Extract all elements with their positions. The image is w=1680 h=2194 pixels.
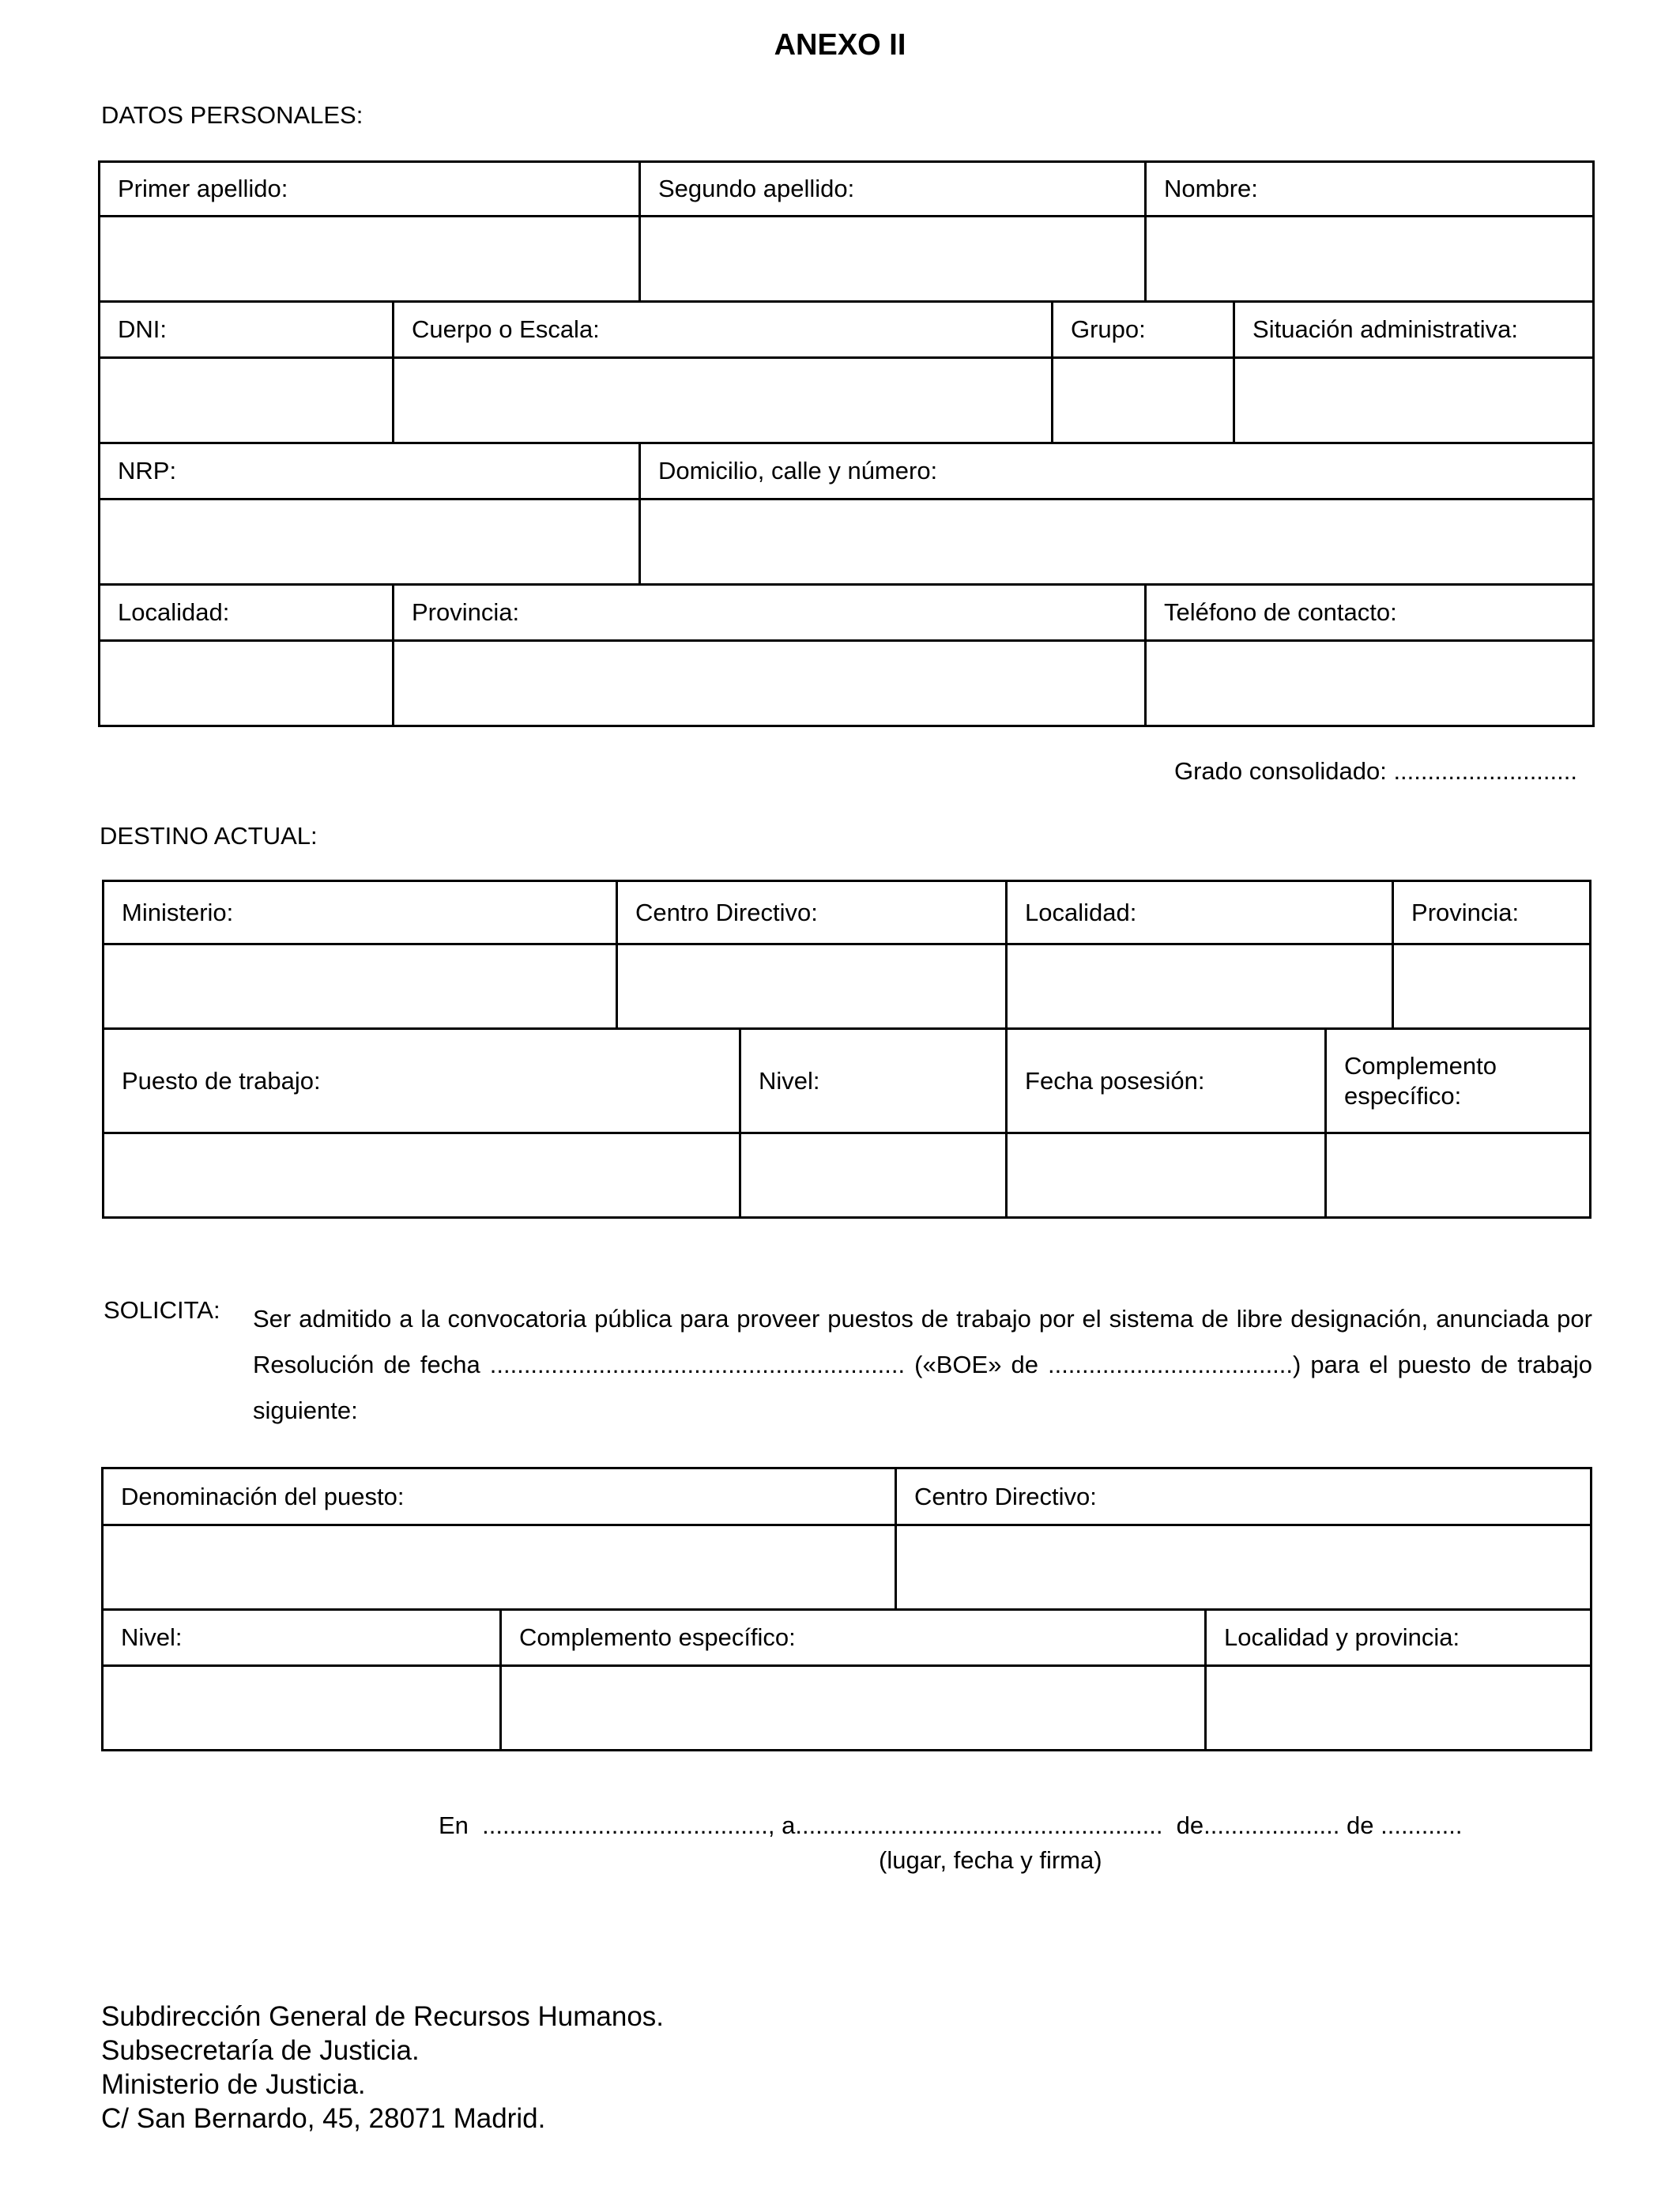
primer-apellido-field[interactable] (100, 217, 640, 302)
footer-line: Subdirección General de Recursos Humanos. (101, 2001, 665, 2032)
nombre-label: Nombre: (1146, 162, 1594, 217)
footer-line: Subsecretaría de Justicia. (101, 2035, 420, 2066)
domicilio-field[interactable] (640, 499, 1594, 585)
localidad-label: Localidad: (100, 585, 394, 641)
solicitado-complemento-field[interactable] (501, 1666, 1206, 1751)
situacion-field[interactable] (1234, 358, 1594, 443)
footer-address (101, 2000, 664, 2136)
localidad-provincia-field[interactable] (1206, 1666, 1591, 1751)
localidad-provincia-label: Localidad y provincia: (1206, 1610, 1591, 1666)
centro-directivo-field[interactable] (617, 944, 1007, 1029)
footer-line: Ministerio de Justicia. (101, 2069, 366, 2100)
denominacion-label: Denominación del puesto: (103, 1468, 896, 1525)
nombre-field[interactable] (1146, 217, 1594, 302)
ministerio-field[interactable] (104, 944, 617, 1029)
fecha-posesion-label: Fecha posesión: (1007, 1029, 1326, 1133)
centro-directivo-label: Centro Directivo: (617, 881, 1007, 944)
section-heading-personal: DATOS PERSONALES: (101, 101, 363, 129)
nrp-label: NRP: (100, 443, 640, 499)
solicita-label: SOLICITA: (104, 1296, 220, 1324)
solicitado-centro-field[interactable] (896, 1525, 1591, 1610)
destino-nivel-label: Nivel: (740, 1029, 1007, 1133)
signature-line: En .........................................., a...................................................... de.................... de ............ (439, 1811, 1463, 1839)
telefono-field[interactable] (1146, 641, 1594, 726)
telefono-label: Teléfono de contacto: (1146, 585, 1594, 641)
destino-nivel-field[interactable] (740, 1133, 1007, 1218)
puesto-trabajo-label: Puesto de trabajo: (104, 1029, 740, 1133)
personal-data-table (98, 160, 1595, 727)
grupo-field[interactable] (1053, 358, 1234, 443)
situacion-label: Situación administrativa: (1234, 302, 1594, 358)
ministerio-label: Ministerio: (104, 881, 617, 944)
solicitado-centro-label: Centro Directivo: (896, 1468, 1591, 1525)
section-heading-destino: DESTINO ACTUAL: (100, 822, 318, 850)
grupo-label: Grupo: (1053, 302, 1234, 358)
provincia-label: Provincia: (394, 585, 1146, 641)
denominacion-field[interactable] (103, 1525, 896, 1610)
cuerpo-field[interactable] (394, 358, 1053, 443)
solicita-text: Ser admitido a la convocatoria pública para proveer puestos de trabajo por el sistema de libre designación, anunciada por Resolución de fecha ............................................................. («BOE» de ....................................) para el puesto de trabajo siguiente: (253, 1305, 1592, 1424)
solicitado-nivel-field[interactable] (103, 1666, 501, 1751)
domicilio-label: Domicilio, calle y número: (640, 443, 1594, 499)
solicitado-nivel-label: Nivel: (103, 1610, 501, 1666)
dni-label: DNI: (100, 302, 394, 358)
destino-localidad-field[interactable] (1007, 944, 1393, 1029)
complemento-label-line2: específico: (1344, 1081, 1462, 1110)
nrp-field[interactable] (100, 499, 640, 585)
puesto-trabajo-field[interactable] (104, 1133, 740, 1218)
destino-localidad-label: Localidad: (1007, 881, 1393, 944)
destino-provincia-label: Provincia: (1393, 881, 1591, 944)
solicitado-complemento-label: Complemento específico: (501, 1610, 1206, 1666)
footer-line: C/ San Bernardo, 45, 28071 Madrid. (101, 2103, 546, 2134)
provincia-field[interactable] (394, 641, 1146, 726)
complemento-especifico-label (1326, 1029, 1591, 1133)
destino-provincia-field[interactable] (1393, 944, 1591, 1029)
signature-note: (lugar, fecha y firma) (879, 1846, 1102, 1874)
complemento-label-line1: Complemento (1344, 1051, 1497, 1080)
dni-field[interactable] (100, 358, 394, 443)
grado-consolidado: Grado consolidado: ........................... (1173, 757, 1577, 785)
segundo-apellido-label: Segundo apellido: (640, 162, 1146, 217)
puesto-solicitado-table (101, 1467, 1592, 1751)
destino-actual-table (102, 880, 1591, 1219)
page-title: ANEXO II (774, 28, 906, 62)
localidad-field[interactable] (100, 641, 394, 726)
fecha-posesion-field[interactable] (1007, 1133, 1326, 1218)
complemento-especifico-field[interactable] (1326, 1133, 1591, 1218)
primer-apellido-label: Primer apellido: (100, 162, 640, 217)
segundo-apellido-field[interactable] (640, 217, 1146, 302)
cuerpo-label: Cuerpo o Escala: (394, 302, 1053, 358)
